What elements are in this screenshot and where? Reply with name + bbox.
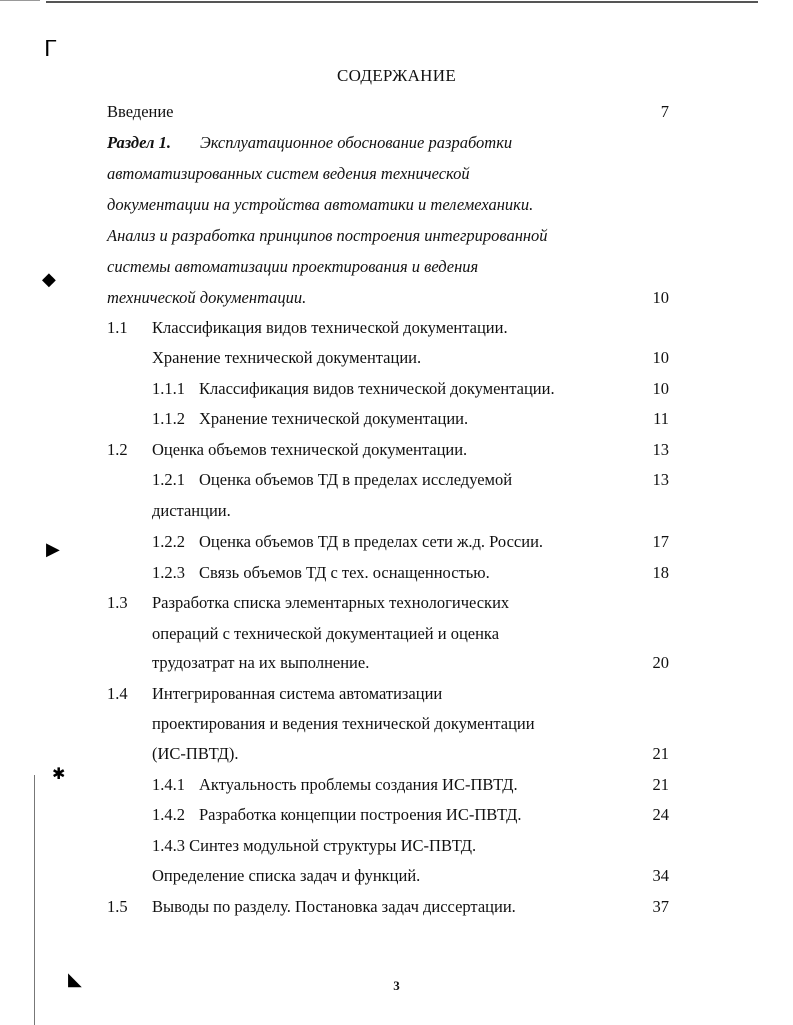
- toc-entry-text: технической документации.: [107, 288, 307, 307]
- toc-entry: [0, 317, 793, 339]
- toc-entry-text: системы автоматизации проектирования и ведения: [107, 257, 479, 276]
- toc-entry-text: Выводы по разделу. Постановка задач диссертации.: [152, 897, 516, 916]
- toc-entry: [0, 500, 793, 522]
- toc-entry-number: 1.2.1: [152, 470, 185, 489]
- page-number: 3: [393, 978, 400, 993]
- toc-entry-number: 1.4.1: [152, 775, 185, 794]
- toc-entry-text: документации на устройства автоматики и телемеханики.: [107, 195, 534, 214]
- punch-hole-mark-1: ᒥ: [44, 36, 57, 61]
- toc-entry: [0, 408, 793, 430]
- toc-entry: [0, 623, 793, 645]
- toc-entry-page: 37: [652, 897, 669, 916]
- toc-entry-page: 21: [652, 775, 669, 794]
- toc-entry-page: 21: [652, 744, 669, 763]
- toc-entry-text: Эксплуатационное обоснование разработки: [200, 133, 513, 152]
- toc-entry-text: Разработка списка элементарных технологических: [152, 593, 510, 612]
- toc-entry-text: Оценка объемов ТД в пределах сети ж.д. России.: [199, 532, 544, 551]
- toc-title: СОДЕРЖАНИЕ: [336, 66, 457, 85]
- toc-entry-page: 18: [652, 563, 669, 582]
- toc-entry-page: 10: [652, 379, 669, 398]
- toc-entry-page: 10: [652, 348, 669, 367]
- toc-entry-text: Связь объемов ТД с тех. оснащенностью.: [199, 563, 490, 582]
- toc-entry-text: Определение списка задач и функций.: [152, 866, 421, 885]
- toc-entry: [0, 378, 793, 400]
- toc-entry: [0, 347, 793, 369]
- toc-entry-text: Оценка объемов технической документации.: [152, 440, 468, 459]
- toc-entry: [0, 287, 793, 309]
- toc-entry: [0, 592, 793, 614]
- toc-entry: [0, 804, 793, 826]
- toc-entry-number: 1.5: [107, 897, 128, 916]
- toc-entry-number: 1.4: [107, 684, 128, 703]
- toc-entry: [0, 439, 793, 461]
- toc-entry: [0, 256, 793, 278]
- toc-entry-page: 13: [652, 440, 669, 459]
- toc-entry: [0, 163, 793, 185]
- toc-entry: [0, 835, 793, 857]
- scan-artifact-top-left: [0, 0, 40, 1]
- toc-entry-number: 1.1.1: [152, 379, 185, 398]
- toc-entry: [0, 683, 793, 705]
- toc-entry-text: Введение: [107, 102, 174, 121]
- toc-entry-text: Хранение технической документации.: [152, 348, 422, 367]
- scan-artifact-top-rule: [46, 1, 758, 3]
- toc-entry-text: автоматизированных систем ведения технической: [107, 164, 470, 183]
- toc-entry-text: (ИС-ПВТД).: [152, 744, 239, 763]
- toc-entry: [0, 774, 793, 796]
- toc-entry-number: 1.2: [107, 440, 128, 459]
- punch-hole-mark-5: ◣: [68, 969, 82, 989]
- toc-entry: [0, 194, 793, 216]
- toc-entry: [0, 713, 793, 735]
- toc-entry-text: Анализ и разработка принципов построения интегрированной: [107, 226, 548, 245]
- toc-entry-number: 1.1.2: [152, 409, 185, 428]
- toc-entry-page: 11: [653, 409, 669, 428]
- toc-entry-text: проектирования и ведения технической документации: [152, 714, 535, 733]
- toc-entry: [0, 865, 793, 887]
- toc-entry-number: 1.2.3: [152, 563, 185, 582]
- toc-entry: [0, 101, 793, 123]
- toc-entry-text: Классификация видов технической документации.: [199, 379, 555, 398]
- toc-entry-number: 1.4.2: [152, 805, 185, 824]
- toc-entry-number: 1.1: [107, 318, 128, 337]
- toc-entry-text: Оценка объемов ТД в пределах исследуемой: [199, 470, 513, 489]
- toc-entry: [0, 652, 793, 674]
- toc-entry: [0, 132, 793, 154]
- toc-entry-text: Классификация видов технической документации.: [152, 318, 508, 337]
- toc-entry: [0, 531, 793, 553]
- toc-entry-text: операций с технической документацией и оценка: [152, 624, 500, 643]
- toc-entry: [0, 225, 793, 247]
- toc-entry-number: 1.3: [107, 593, 128, 612]
- toc-entry-text: трудозатрат на их выполнение.: [152, 653, 370, 672]
- toc-entry: [0, 469, 793, 491]
- toc-entry-page: 13: [652, 470, 669, 489]
- toc-entry-number: Раздел 1.: [107, 133, 171, 152]
- toc-entry-text: Интегрированная система автоматизации: [152, 684, 443, 703]
- punch-hole-mark-3: ▶: [46, 539, 60, 559]
- toc-entry-number: 1.2.2: [152, 532, 185, 551]
- toc-entry-text: 1.4.3 Синтез модульной структуры ИС-ПВТД.: [152, 836, 477, 855]
- toc-entry-text: Актуальность проблемы создания ИС-ПВТД.: [199, 775, 518, 794]
- toc-entry-page: 34: [652, 866, 669, 885]
- toc-entry: [0, 562, 793, 584]
- punch-hole-mark-4: ✱: [52, 766, 66, 783]
- toc-entry-text: дистанции.: [152, 501, 231, 520]
- toc-entry-text: Хранение технической документации.: [199, 409, 469, 428]
- toc-entry: [0, 743, 793, 765]
- toc-entry-page: 24: [652, 805, 669, 824]
- toc-entry-page: 20: [652, 653, 669, 672]
- toc-entry-page: 10: [652, 288, 669, 307]
- toc-entry: [0, 896, 793, 918]
- toc-entry-page: 7: [660, 102, 669, 121]
- toc-entry-text: Разработка концепции построения ИС-ПВТД.: [199, 805, 522, 824]
- punch-hole-mark-2: ◆: [42, 269, 56, 289]
- toc-entry-page: 17: [652, 532, 669, 551]
